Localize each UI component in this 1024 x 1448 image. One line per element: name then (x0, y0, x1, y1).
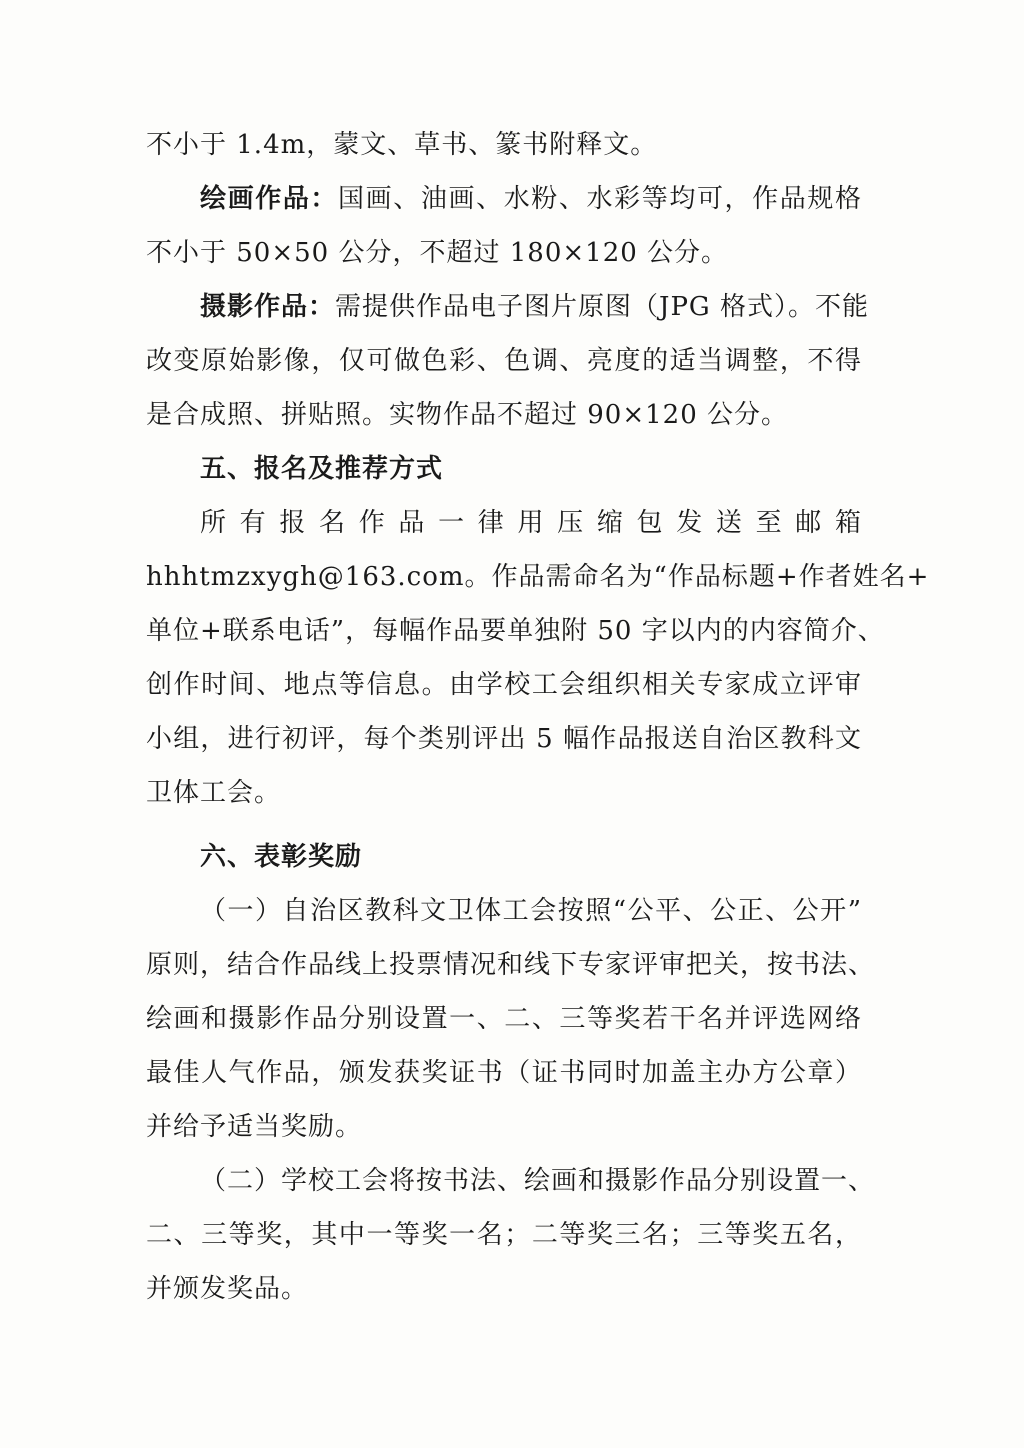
awards-para1-line-5: 并给予适当奖励。 (146, 1112, 363, 1142)
painting-works-line (146, 172, 862, 226)
awards-para1-line-4: 最佳人气作品，颁发获奖证书（证书同时加盖主办方公章） (146, 1058, 862, 1088)
registration-email-line: hhhtmzxygh@163.com。作品需命名为“作品标题+作者姓名+ (146, 562, 930, 592)
photo-works-label: 摄影作品： (200, 292, 336, 322)
painting-size-line: 不小于 50×50 公分，不超过 180×120 公分。 (146, 238, 729, 268)
calligraphy-spec-line: 不小于 1.4m，蒙文、草书、篆书附释文。 (146, 130, 658, 160)
registration-line-1: 所有报名作品一律用压缩包发送至邮箱 (200, 508, 862, 538)
awards-para2-line-2: 二、三等奖，其中一等奖一名；二等奖三名；三等奖五名， (146, 1220, 862, 1250)
registration-line-3: 单位+联系电话”，每幅作品要单独附 50 字以内的内容简介、 (146, 616, 885, 646)
photo-rules-line: 改变原始影像，仅可做色彩、色调、亮度的适当调整，不得 (146, 346, 862, 376)
awards-para1-line-1: （一）自治区教科文卫体工会按照“公平、公正、公开” (200, 896, 862, 926)
photo-size-line: 是合成照、拼贴照。实物作品不超过 90×120 公分。 (146, 400, 789, 430)
painting-works-text: 国画、油画、水粉、水彩等均可，作品规格 (338, 184, 862, 214)
registration-line-4: 创作时间、地点等信息。由学校工会组织相关专家成立评审 (146, 670, 862, 700)
photo-works-line (146, 280, 869, 334)
registration-line-6: 卫体工会。 (146, 778, 282, 808)
photo-works-text: 需提供作品电子图片原图（JPG 格式）。不能 (335, 292, 869, 322)
section-heading-registration: 五、报名及推荐方式 (200, 454, 444, 484)
awards-para2-line-1: （二）学校工会将按书法、绘画和摄影作品分别设置一、 (200, 1166, 876, 1196)
awards-para1-line-3: 绘画和摄影作品分别设置一、二、三等奖若干名并评选网络 (146, 1004, 862, 1034)
section-heading-awards: 六、表彰奖励 (200, 842, 363, 872)
document-body (146, 118, 930, 1316)
awards-para1-line-2: 原则，结合作品线上投票情况和线下专家评审把关，按书法、 (146, 950, 876, 980)
awards-para2-line-3: 并颁发奖品。 (146, 1274, 309, 1304)
painting-works-label: 绘画作品： (200, 184, 339, 214)
registration-line-5: 小组，进行初评，每个类别评出 5 幅作品报送自治区教科文 (146, 724, 862, 754)
